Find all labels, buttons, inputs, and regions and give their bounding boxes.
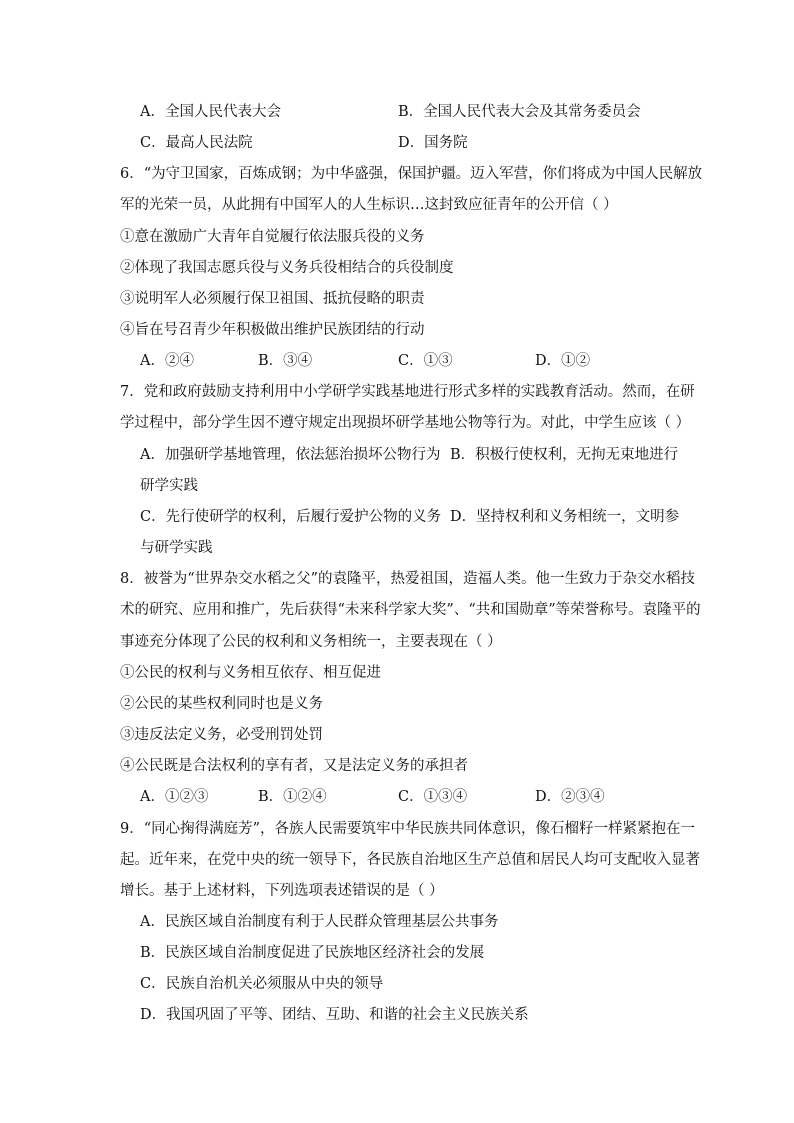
q8-item-2: ②公民的某些权利同时也是义务 <box>120 696 323 712</box>
q7-option-b-continued: 研学实践 <box>140 478 198 494</box>
q7-stem-line-1: 7．党和政府鼓励支持利用中小学研学实践基地进行形式多样的实践教育活动。然而，在研 <box>120 384 695 400</box>
q6-item-4: ④旨在号召青少年积极做出维护民族团结的行动 <box>120 322 425 338</box>
q9-option-c: C．民族自治机关必须服从中央的领导 <box>140 976 384 992</box>
q5-option-b: B．全国人民代表大会及其常务委员会 <box>398 104 641 120</box>
q8-item-4: ④公民既是合法权利的享有者，又是法定义务的承担者 <box>120 758 468 774</box>
q6-stem-line-2: 军的光荣一员，从此拥有中国军人的人生标识…这封致应征青年的公开信（ ） <box>120 197 618 213</box>
q8-option-b: B．①②④ <box>258 789 327 805</box>
q8-stem-line-1: 8．被誉为“世界杂交水稻之父”的袁隆平，热爱祖国，造福人类。他一生致力于杂交水稻技 <box>120 571 696 587</box>
q8-item-3: ③违反法定义务，必受刑罚处罚 <box>120 727 323 743</box>
q7-option-c: C．先行使研学的权利，后履行爱护公物的义务 <box>140 509 442 525</box>
q8-option-c: C．①③④ <box>398 789 468 805</box>
q9-option-b: B．民族区域自治制度促进了民族地区经济社会的发展 <box>140 945 485 961</box>
q6-option-b: B．③④ <box>258 353 313 369</box>
q6-stem-line-1: 6．“为守卫国家，百炼成钢；为中华盛强，保国护疆。迈入军营，你们将成为中国人民解放 <box>120 166 703 182</box>
q7-option-d: D．坚持权利和义务相统一，文明参 <box>450 509 680 525</box>
q5-option-c: C．最高人民法院 <box>140 135 253 151</box>
q8-option-a: A．①②③ <box>140 789 209 805</box>
q7-option-b: B．积极行使权利，无拘无束地进行 <box>450 447 679 463</box>
q6-option-d: D．①② <box>535 353 591 369</box>
q9-option-d: D．我国巩固了平等、团结、互助、和谐的社会主义民族关系 <box>140 1007 529 1023</box>
q6-option-c: C．①③ <box>398 353 453 369</box>
q5-option-a: A．全国人民代表大会 <box>140 104 281 120</box>
q7-stem-line-2: 学过程中，部分学生因不遵守规定出现损坏研学基地公物等行为。对此，中学生应该（ ） <box>120 415 691 431</box>
q9-stem-line-2: 起。近年来，在党中央的统一领导下，各民族自治地区生产总值和居民人均可支配收入显著 <box>120 852 700 868</box>
q9-stem-line-1: 9．“同心掬得满庭芳”，各族人民需要筑牢中华民族共同体意识，像石榴籽一样紧紧抱在一 <box>120 821 696 837</box>
q6-item-2: ②体现了我国志愿兵役与义务兵役相结合的兵役制度 <box>120 260 454 276</box>
q6-option-a: A．②④ <box>140 353 194 369</box>
q6-item-1: ①意在激励广大青年自觉履行依法服兵役的义务 <box>120 229 425 245</box>
q9-stem-line-3: 增长。基于上述材料，下列选项表述错误的是（ ） <box>120 883 444 899</box>
q9-option-a: A．民族区域自治制度有利于人民群众管理基层公共事务 <box>140 914 499 930</box>
q6-item-3: ③说明军人必须履行保卫祖国、抵抗侵略的职责 <box>120 291 425 307</box>
q8-stem-line-2: 术的研究、应用和推广，先后获得“未来科学家大奖”、“共和国勋章”等荣誉称号。袁隆平的 <box>120 602 701 618</box>
q8-option-d: D．②③④ <box>535 789 605 805</box>
q7-option-d-continued: 与研学实践 <box>140 540 213 556</box>
q8-item-1: ①公民的权利与义务相互依存、相互促进 <box>120 665 381 681</box>
q8-stem-line-3: 事迹充分体现了公民的权利和义务相统一，主要表现在（ ） <box>120 634 502 650</box>
q5-option-d: D．国务院 <box>398 135 468 151</box>
q7-option-a: A．加强研学基地管理，依法惩治损坏公物行为 <box>140 447 441 463</box>
